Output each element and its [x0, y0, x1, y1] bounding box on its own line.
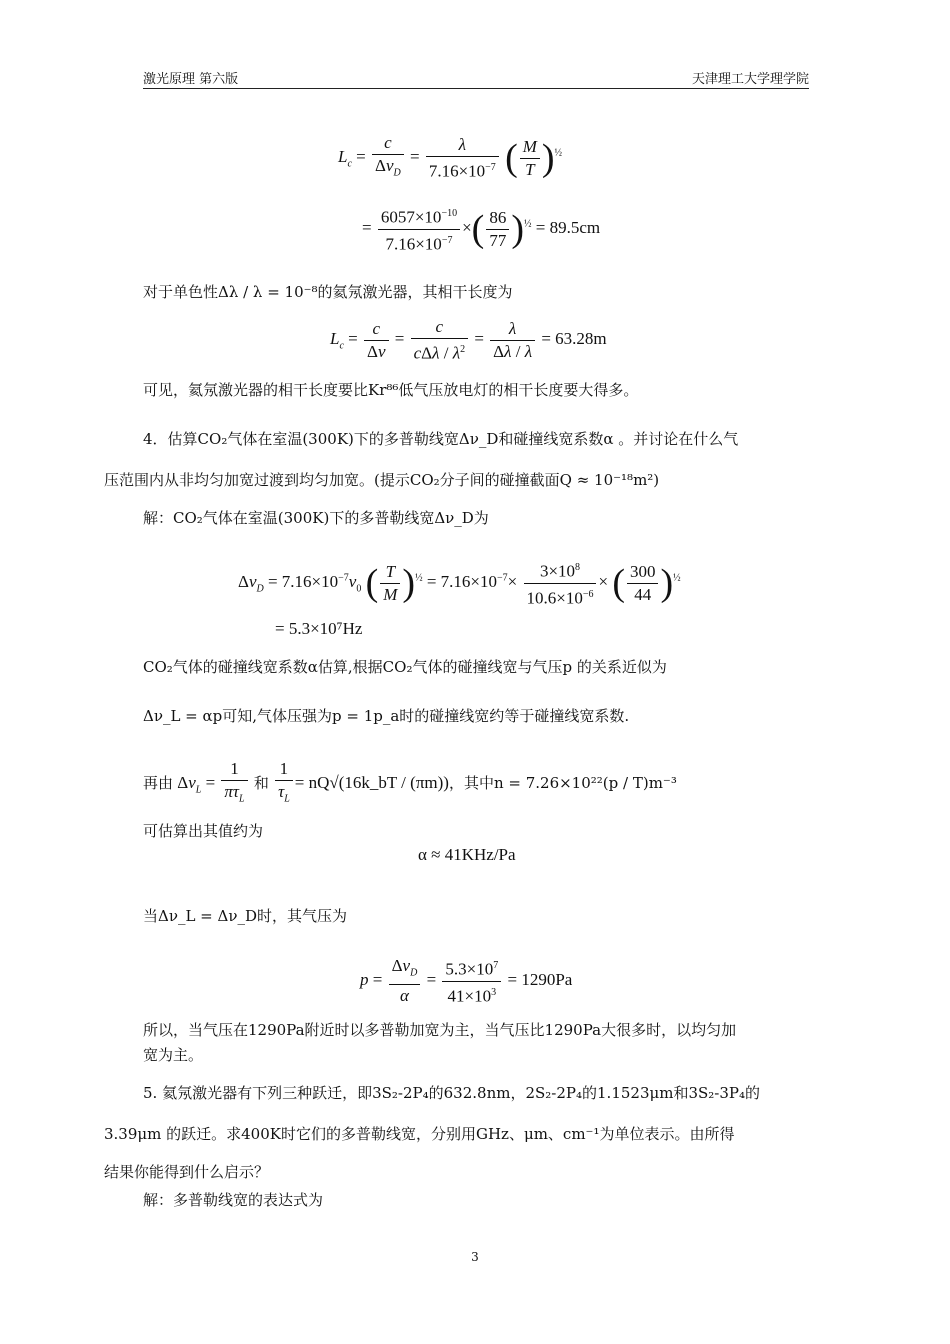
result-63m: = 63.28m	[541, 329, 607, 349]
equation-pressure: p = $\frac{\Delta\nu_D}{\alpha}$ = $\frac{5.3\times 10^7}{41\times 10^3}$ = 1290Pa	[360, 956, 573, 1006]
solution-5-intro: 解：多普勒线宽的表达式为	[143, 1191, 324, 1209]
result-1290pa: = 1290Pa	[507, 970, 573, 990]
question-5-line2: 3.39μm 的跃迁。求400K时它们的多普勒线宽，分别用GHz、μm、cm⁻¹为单位表示。由所得	[104, 1125, 735, 1143]
text-from: 再由	[143, 774, 174, 793]
header-right: 天津理工大学理学院	[691, 72, 809, 87]
header-left: 激光原理 第六版	[143, 72, 239, 87]
text-collision-relation: Δν_L = αp可知,气体压强为p = 1p_a时的碰撞线宽约等于碰撞线宽系数.	[143, 707, 630, 725]
equation-collision-width: 再由 $\Delta\nu_L$ = $\frac{1}{\pi\tau_L}$ 和 $\frac{1}{\tau_L}$ = nQ√(16k_bT / (πm))，其中n = 7.26×10²²(p / T)m⁻³	[143, 759, 677, 805]
equation-coherence-length-2: $L_c$ = $\frac{c}{\Delta\nu}$ = $\frac{c}{c\Delta\lambda / \lambda^2}$ = $\frac{\lambda}{\Delta\lambda / \lambda}$ = 63.28m	[330, 317, 607, 363]
question-4-line1: 4．估算CO₂气体在室温(300K)下的多普勒线宽Δν_D和碰撞线宽系数α 。并讨论在什么气	[143, 430, 739, 448]
result-89cm: = 89.5cm	[535, 218, 601, 238]
text-coherence-intro: 对于单色性Δλ / λ = 10⁻⁸的氦氖激光器，其相干长度为	[143, 283, 513, 301]
equation-doppler-result: = 5.3×10⁷Hz	[275, 619, 363, 638]
question-4-line2: 压范围内从非均匀加宽过渡到均匀加宽。(提示CO₂分子间的碰撞截面Q ≈ 10⁻¹⁸m²)	[104, 471, 660, 489]
equation-alpha-value: α ≈ 41KHz/Pa	[418, 845, 516, 864]
equation-doppler-width: $\Delta\nu_D = 7.16\times 10^{-7}\nu_0$ ( $\frac{T}{M}$ )$^{\frac{1}{2}} = 7.16\times 10^{-7}\times$ $\frac{3\times 10^8}{10.6\times 10^{-6}}$ × ( $\frac{300}{44}$ )$^{\frac{1}{2}}$	[238, 557, 681, 609]
text-estimate: 可估算出其值约为	[143, 822, 264, 840]
text-when-equal: 当Δν_L = Δν_D时，其气压为	[143, 907, 347, 925]
page-number: 3	[471, 1250, 479, 1264]
header-rule	[143, 88, 809, 89]
equation-coherence-length-1b: = $\frac{6057\times 10^{-10}}{7.16\times 10^{-7}}$ ×( $\frac{86}{77}$ )$^{\frac{1}{2}}$ = 89.5cm	[362, 203, 600, 255]
text-collision-intro: CO₂气体的碰撞线宽系数α估算,根据CO₂气体的碰撞线宽与气压p 的关系近似为	[143, 658, 667, 676]
text-conclusion-line1: 所以，当气压在1290Pa附近时以多普勒加宽为主，当气压比1290Pa大很多时，以均匀加	[143, 1021, 737, 1039]
text-conclusion-line2: 宽为主。	[143, 1046, 204, 1064]
text-and: 和	[253, 774, 269, 793]
equation-nq: = nQ√(16k_bT / (πm))	[294, 773, 449, 793]
question-5-line1: 5. 氦氖激光器有下列三种跃迁，即3S₂-2P₄的632.8nm，2S₂-2P₄的1.1523μm和3S₂-3P₄的	[143, 1084, 761, 1102]
solution-4-intro: 解：CO₂气体在室温(300K)下的多普勒线宽Δν_D为	[143, 509, 489, 527]
equation-coherence-length-1: $L_c$ = $\frac{c}{\Delta\nu_D}$ = $\frac{\lambda}{7.16\times 10^{-7}}$ ( $\frac{M}{T}$ )$^{\frac{1}{2}}$	[338, 133, 563, 181]
question-5-line3: 结果你能得到什么启示？	[104, 1163, 270, 1181]
text-comparison: 可见，氦氖激光器的相干长度要比Kr⁸⁶低气压放电灯的相干长度要大得多。	[143, 381, 639, 399]
text-where: ，其中n = 7.26×10²²(p / T)m⁻³	[448, 774, 677, 793]
